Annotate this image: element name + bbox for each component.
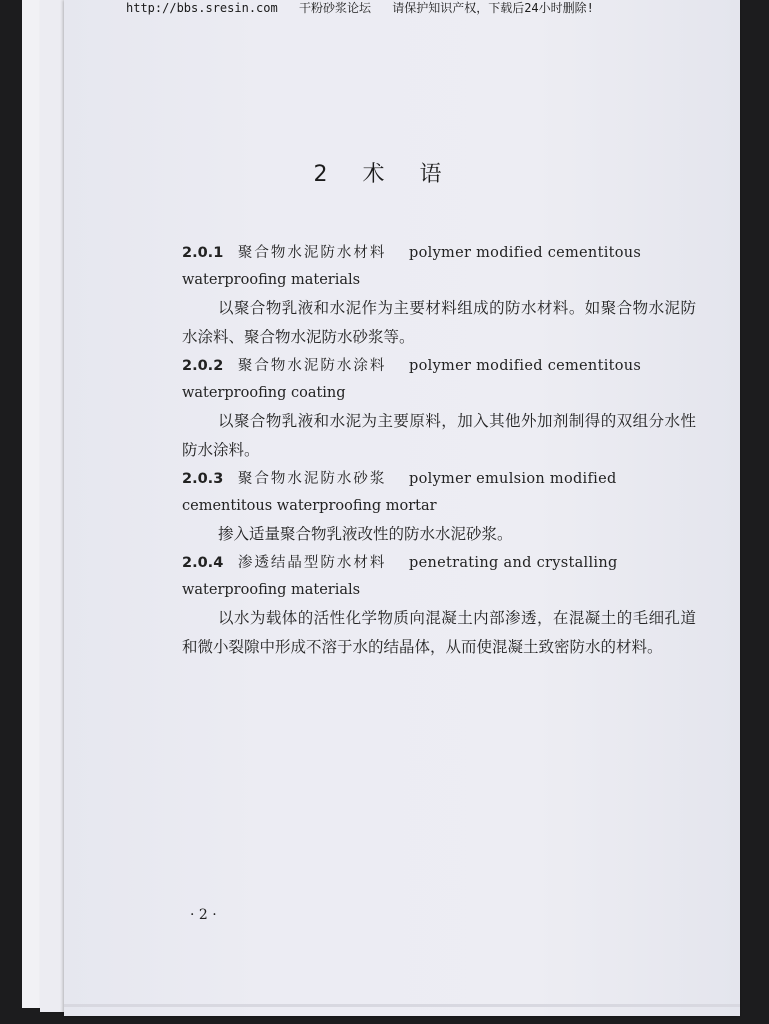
header-notice: 请保护知识产权，下载后24小时删除!: [392, 1, 594, 15]
page-bottom-edge: [64, 1004, 740, 1007]
term-english: penetrating and crystalling: [409, 555, 618, 571]
term-definition: 以水为载体的活性化学物质向混凝土内部渗透，在混凝土的毛细孔道和微小裂隙中形成不溶于水的结晶体，从而使混凝土致密防水的材料。: [182, 609, 696, 656]
header-url: http://bbs.sresin.com: [126, 1, 278, 15]
term-english-continued: waterproofing materials: [182, 582, 361, 598]
term-english-continued: waterproofing materials: [182, 272, 361, 288]
term-number: 2.0.4: [182, 555, 224, 571]
term-number: 2.0.3: [182, 471, 224, 487]
term-number: 2.0.1: [182, 245, 224, 261]
term-english: polymer emulsion modified: [409, 471, 617, 487]
term-chinese: 渗透结晶型防水材料: [237, 555, 387, 571]
term-heading: [182, 466, 696, 493]
term-definition: 掺入适量聚合物乳液改性的防水水泥砂浆。: [218, 525, 513, 543]
term-entry: [182, 240, 696, 352]
term-chinese: 聚合物水泥防水材料: [237, 245, 387, 261]
term-chinese: 聚合物水泥防水涂料: [237, 358, 387, 374]
chapter-title: 2 术 语: [313, 162, 456, 187]
term-english: polymer modified cementitous: [409, 358, 642, 374]
term-english: polymer modified cementitous: [409, 245, 642, 261]
term-chinese: 聚合物水泥防水砂浆: [237, 471, 387, 487]
terms-section: [182, 240, 696, 663]
header-forum: 干粉砂浆论坛: [298, 1, 371, 15]
term-heading: [182, 353, 696, 380]
term-number: 2.0.2: [182, 358, 224, 374]
term-definition: 以聚合物乳液和水泥作为主要材料组成的防水材料。如聚合物水泥防水涂料、聚合物水泥防水砂浆等。: [182, 299, 696, 346]
term-entry: [182, 353, 696, 465]
term-entry: [182, 466, 696, 549]
term-english-continued: waterproofing coating: [182, 385, 346, 401]
term-heading: [182, 550, 696, 577]
term-english-continued: cementitous waterproofing mortar: [182, 498, 437, 514]
term-definition: 以聚合物乳液和水泥为主要原料，加入其他外加剂制得的双组分水性防水涂料。: [182, 412, 696, 459]
term-heading: [182, 240, 696, 267]
term-entry: [182, 550, 696, 662]
page-number: · 2 ·: [190, 907, 217, 923]
watermark-header: [126, 0, 608, 16]
